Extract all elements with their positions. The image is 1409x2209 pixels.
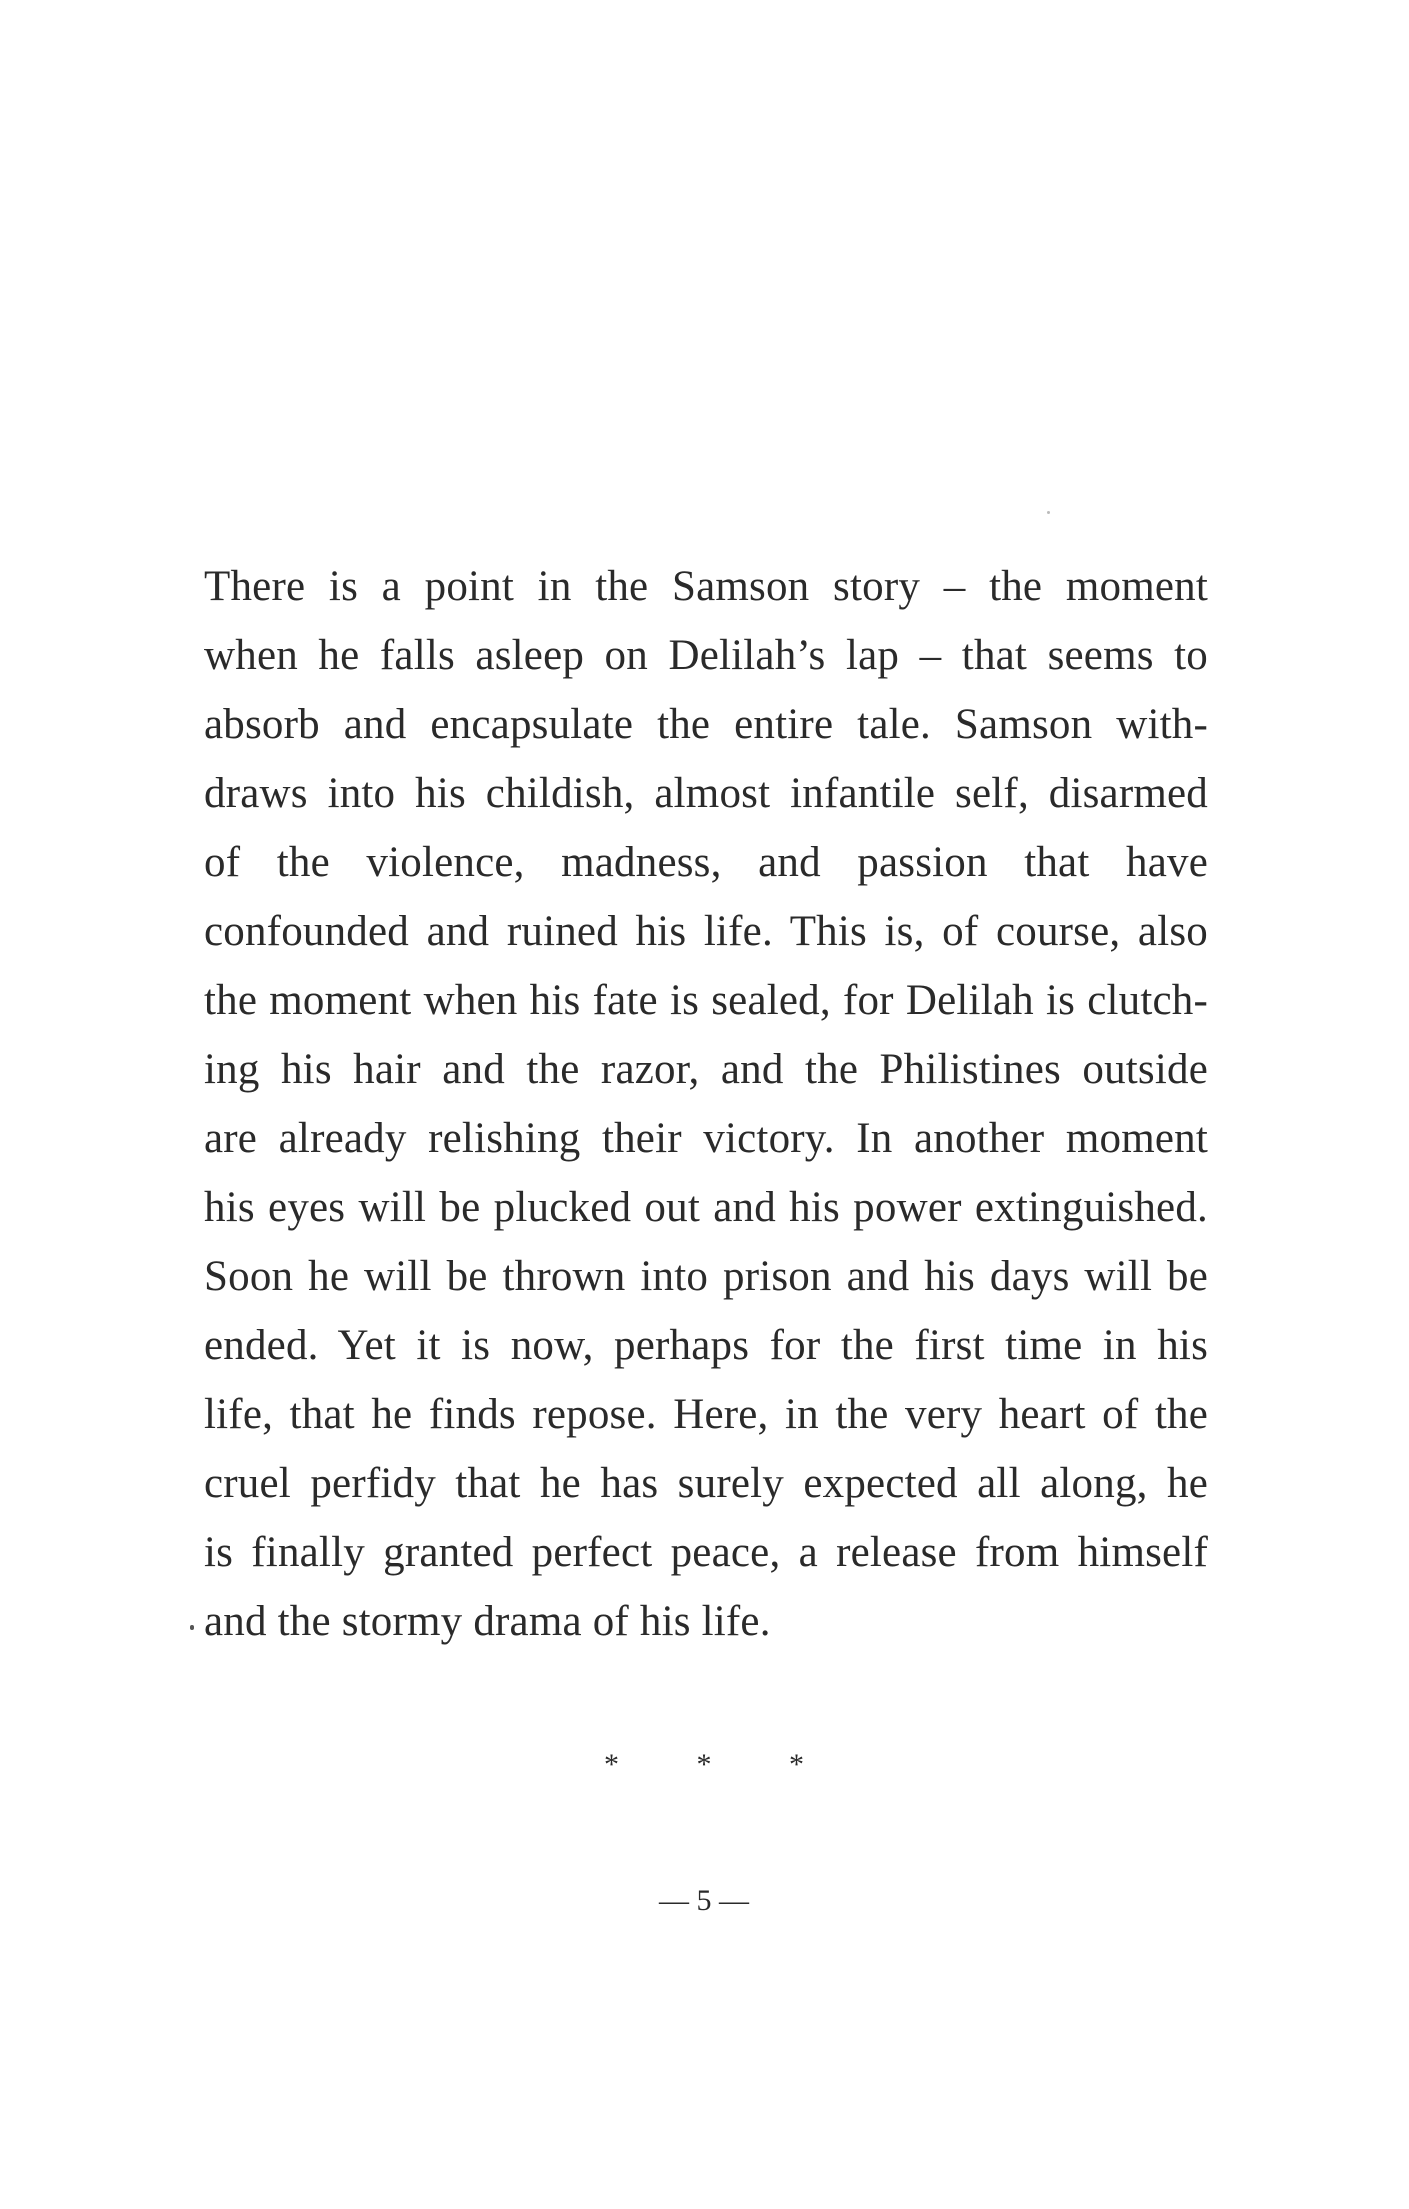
paragraph-line: when he falls asleep on Delilah’s lap – that seems to [204,632,1208,679]
body-paragraph [204,552,1208,1656]
page-number: — 5 — [659,1884,749,1917]
paragraph-line: There is a point in the Samson story – the moment [204,563,1208,610]
section-separator [604,1740,804,1790]
paragraph-line: the moment when his fate is sealed, for Delilah is clutch- [204,977,1208,1024]
paragraph-line: ended. Yet it is now, perhaps for the first time in his [204,1322,1208,1369]
stray-mark [190,1625,194,1630]
paragraph-line: Soon he will be thrown into prison and his days will be [204,1253,1208,1300]
paragraph-line: of the violence, madness, and passion that have [204,839,1208,886]
paragraph-line: is finally granted perfect peace, a release from himself [204,1529,1208,1576]
paragraph-line: confounded and ruined his life. This is, of course, also [204,908,1208,955]
paragraph-line: his eyes will be plucked out and his power extinguished. [204,1184,1208,1231]
paragraph-line: are already relishing their victory. In another moment [204,1115,1208,1162]
separator-star: * [604,1748,619,1781]
paragraph-line: cruel perfidy that he has surely expected all along, he [204,1460,1208,1507]
paragraph-line: and the stormy drama of his life. [204,1598,771,1645]
separator-star: * [789,1748,804,1781]
paragraph-line: life, that he finds repose. Here, in the very heart of the [204,1391,1208,1438]
paper-speck [1047,511,1050,514]
separator-star: * [696,1748,712,1781]
paragraph-line: absorb and encapsulate the entire tale. Samson with- [204,701,1208,748]
paragraph-line: ing his hair and the razor, and the Philistines outside [204,1046,1208,1093]
paragraph-line: draws into his childish, almost infantile self, disarmed [204,770,1208,817]
